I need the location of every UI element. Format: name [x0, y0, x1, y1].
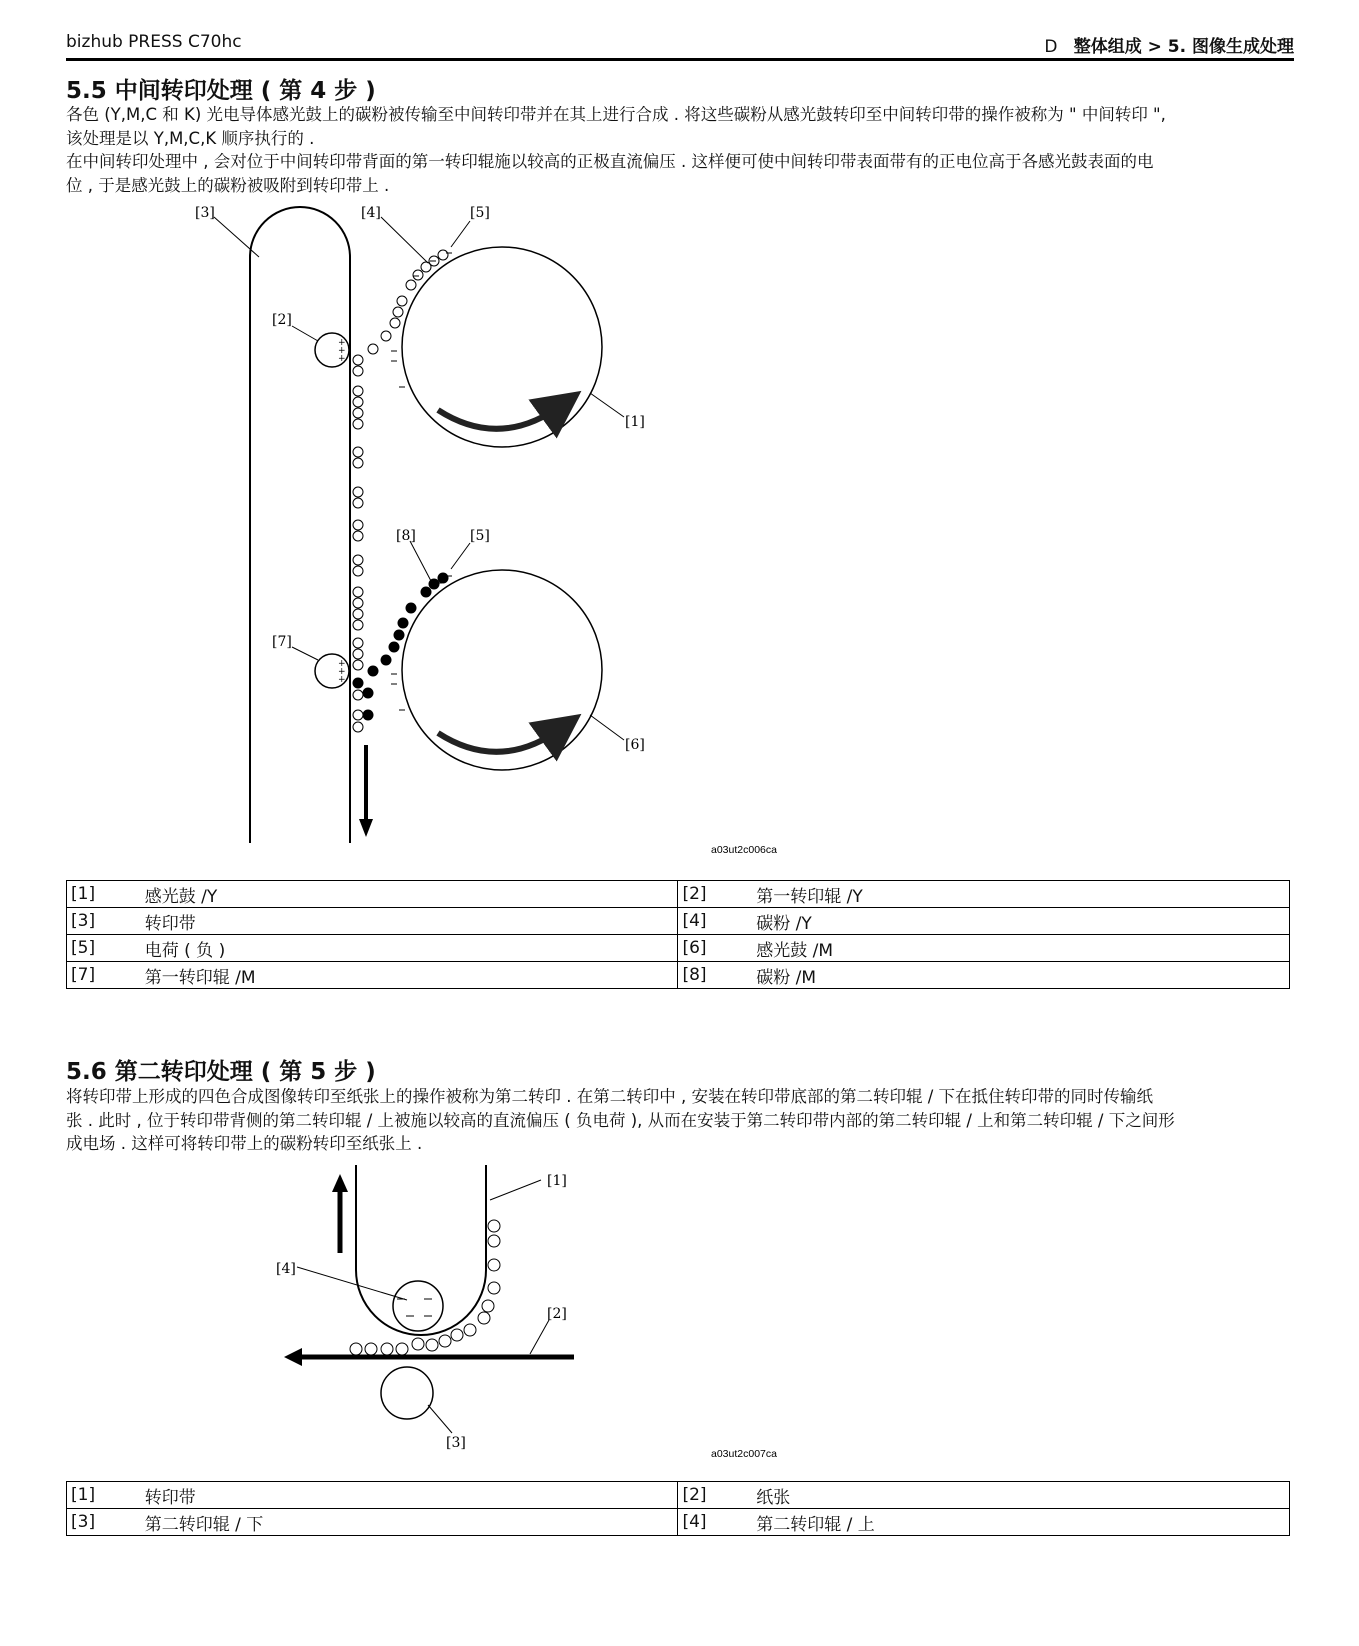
rotation-arrow-y — [438, 405, 562, 429]
charge-symbol: + — [338, 338, 346, 348]
charge-symbol: + — [338, 346, 346, 356]
legend-num: [1] — [67, 881, 141, 908]
table-row — [67, 908, 1290, 935]
legend-label: 第二转印辊 / 下 — [141, 1509, 678, 1536]
legend-num: [1] — [67, 1482, 141, 1509]
secondary-transfer-roller-lower — [381, 1367, 433, 1419]
callout-labels — [195, 205, 645, 753]
figure-caption: a03ut2c006ca — [711, 844, 777, 856]
legend-num: [2] — [678, 881, 752, 908]
callout-3: [3] — [195, 205, 215, 221]
callout-2: [2] — [547, 1306, 567, 1322]
callout-3: [3] — [446, 1435, 466, 1451]
legend-num: [3] — [67, 908, 141, 935]
table-row — [67, 935, 1290, 962]
section-5-5-title: 5.5 中间转印处理 ( 第 4 步 ) — [66, 78, 376, 104]
legend-label: 纸张 — [752, 1482, 1289, 1509]
toner-m — [353, 573, 449, 721]
legend-label: 转印带 — [141, 1482, 678, 1509]
secondary-transfer-diagram — [0, 1160, 820, 1470]
legend-table-5-5 — [66, 880, 1290, 989]
figure-caption: a03ut2c007ca — [711, 1448, 777, 1460]
belt-direction-arrow — [332, 1174, 348, 1253]
transfer-belt — [250, 207, 350, 843]
toner-y — [368, 250, 448, 354]
rotation-arrow-m — [438, 728, 562, 752]
callout-labels — [276, 1173, 567, 1451]
secondary-transfer-roller-upper — [393, 1281, 443, 1331]
callout-lines — [214, 217, 624, 740]
callout-4: [4] — [276, 1261, 296, 1277]
callout-6: [6] — [625, 737, 645, 753]
charge-symbol: + — [338, 354, 346, 364]
belt-toner-column — [353, 355, 363, 732]
legend-label: 感光鼓 /Y — [141, 881, 678, 908]
breadcrumb — [1044, 32, 1294, 57]
photoconductor-drum-y — [402, 247, 602, 447]
legend-num: [7] — [67, 962, 141, 989]
legend-table-5-6 — [66, 1481, 1290, 1536]
product-name: bizhub PRESS C70hc — [66, 32, 242, 52]
legend-label: 电荷 ( 负 ) — [141, 935, 678, 962]
section-5-6-title: 5.6 第二转印处理 ( 第 5 步 ) — [66, 1059, 376, 1085]
section-5-6-text — [66, 1085, 1298, 1156]
charge-symbol: + — [338, 667, 346, 677]
para-line: 成电场 . 这样可将转印带上的碳粉转印至纸张上 . — [66, 1134, 423, 1153]
section-5-5-text — [66, 103, 1298, 197]
header-rule — [66, 58, 1294, 61]
legend-label: 第一转印辊 /M — [141, 962, 678, 989]
table-row — [67, 962, 1290, 989]
para-line: 各色 (Y,M,C 和 K) 光电导体感光鼓上的碳粉被传输至中间转印带并在其上进行合成 . 将这些碳粉从感光鼓转印至中间转印带的操作被称为 " 中间转印 ", — [66, 105, 1166, 124]
breadcrumb-path: 整体组成 > 5. 图像生成处理 — [1073, 37, 1294, 57]
legend-num: [4] — [678, 908, 752, 935]
legend-label: 第二转印辊 / 上 — [752, 1509, 1289, 1536]
callout-7: [7] — [272, 634, 292, 650]
callout-5: [5] — [470, 205, 490, 221]
legend-label: 碳粉 /M — [752, 962, 1289, 989]
page-header — [66, 30, 1294, 60]
legend-label: 转印带 — [141, 908, 678, 935]
negative-charges — [397, 1299, 432, 1316]
legend-num: [4] — [678, 1509, 752, 1536]
section-letter: D — [1044, 37, 1058, 57]
callout-8: [8] — [396, 528, 416, 544]
callout-1: [1] — [547, 1173, 567, 1189]
legend-num: [3] — [67, 1509, 141, 1536]
intermediate-transfer-diagram — [0, 195, 820, 865]
para-line: 位 , 于是感光鼓上的碳粉被吸附到转印带上 . — [66, 175, 390, 195]
para-line: 该处理是以 Y,M,C,K 顺序执行的 . — [66, 128, 315, 148]
para-line: 张 . 此时 , 位于转印带背侧的第二转印辊 / 上被施以较高的直流偏压 ( 负电荷 ), 从而在安装于第二转印带内部的第二转印辊 / 上和第二转印辊 / 下之间形 — [66, 1110, 1175, 1130]
legend-num: [5] — [67, 935, 141, 962]
legend-label: 感光鼓 /M — [752, 935, 1289, 962]
callout-2: [2] — [272, 312, 292, 328]
legend-num: [8] — [678, 962, 752, 989]
legend-label: 第一转印辊 /Y — [752, 881, 1289, 908]
table-row — [67, 1482, 1290, 1509]
callout-4: [4] — [361, 205, 381, 221]
belt-direction-arrow — [359, 745, 373, 837]
legend-num: [6] — [678, 935, 752, 962]
charge-symbol: + — [338, 659, 346, 669]
photoconductor-drum-m — [402, 570, 602, 770]
legend-label: 碳粉 /Y — [752, 908, 1289, 935]
table-row — [67, 1509, 1290, 1536]
para-line: 将转印带上形成的四色合成图像转印至纸张上的操作被称为第二转印 . 在第二转印中 , 安装在转印带底部的第二转印辊 / 下在抵住转印带的同时传输纸 — [66, 1087, 1154, 1106]
callout-5: [5] — [470, 528, 490, 544]
para-line: 在中间转印处理中 , 会对位于中间转印带背面的第一转印辊施以较高的正极直流偏压 . 这样便可使中间转印带表面带有的正电位高于各感光鼓表面的电 — [66, 152, 1154, 171]
table-row — [67, 881, 1290, 908]
callout-1: [1] — [625, 414, 645, 430]
transfer-belt — [356, 1165, 486, 1335]
charge-symbol: + — [338, 675, 346, 685]
callout-lines — [297, 1180, 549, 1433]
legend-num: [2] — [678, 1482, 752, 1509]
